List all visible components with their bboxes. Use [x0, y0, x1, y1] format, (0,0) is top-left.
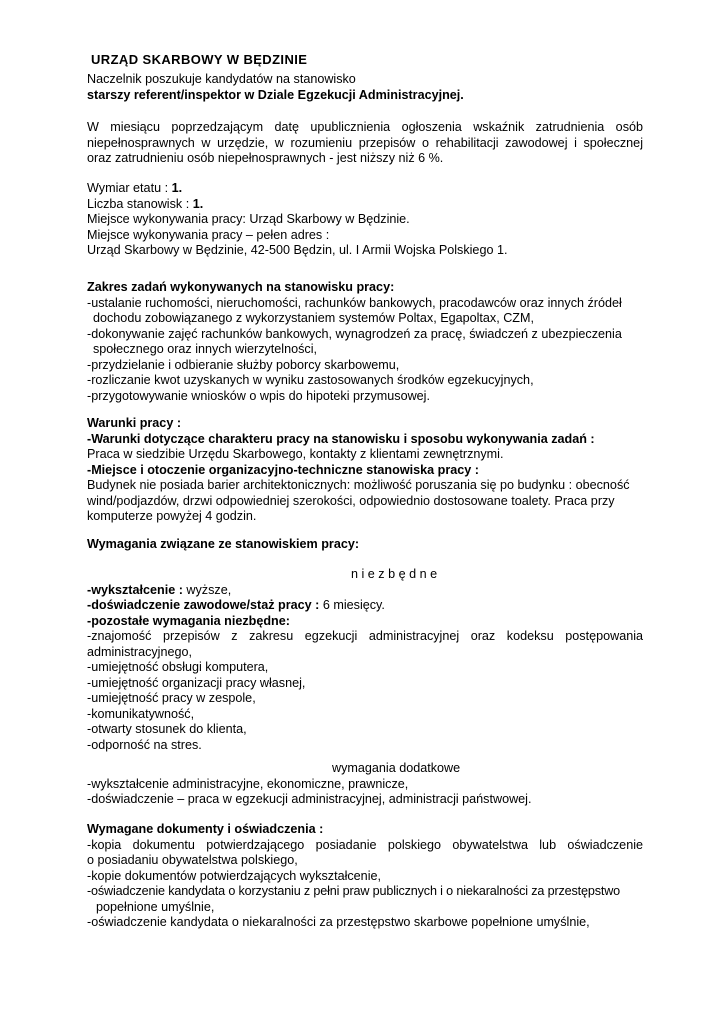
requirements-heading: Wymagania związane ze stanowiskiem pracy: — [87, 537, 360, 551]
conditions-section — [87, 416, 643, 525]
conditions-subheading: -Miejsce i otoczenie organizacyjno-techniczne stanowiska pracy : — [87, 462, 479, 477]
duty-item: -przydzielanie i odbieranie służby poborcy skarbowemu, — [87, 357, 400, 372]
note-line: W miesiącu poprzedzającym datę upublicznienia ogłoszenia wskaźnik zatrudnienia osób — [87, 120, 643, 134]
requirement-item: -znajomość przepisów z zakresu egzekucji administracyjnej oraz kodeksu postępowania — [87, 629, 643, 643]
requirements-section — [87, 537, 643, 553]
etat-label: Wymiar etatu : — [87, 181, 172, 195]
stanowiska-row — [87, 197, 643, 213]
duty-item: -ustalanie ruchomości, nieruchomości, rachunków bankowych, pracodawców oraz innych źródeł — [87, 295, 622, 310]
requirement-item: -umiejętność pracy w zespole, — [87, 691, 256, 705]
position-title: starszy referent/inspektor w Dziale Egzekucji Administracyjnej. — [87, 87, 464, 102]
additional-item: -wykształcenie administracyjne, ekonomiczne, prawnicze, — [87, 776, 409, 791]
etat-row — [87, 181, 643, 197]
other-requirements-label: -pozostałe wymagania niezbędne: — [87, 613, 290, 628]
additional-label: wymagania dodatkowe — [332, 761, 461, 775]
duty-item: społecznego oraz innych wierzytelności, — [93, 342, 318, 356]
intro-section — [87, 72, 643, 103]
education-label: -wykształcenie : — [87, 582, 187, 597]
requirement-item: -umiejętność obsługi komputera, — [87, 660, 269, 674]
employment-note — [87, 120, 643, 167]
etat-value: 1. — [171, 181, 183, 195]
education-row — [87, 583, 643, 599]
duties-section — [87, 280, 643, 404]
conditions-subheading: -Warunki dotyczące charakteru pracy na stanowisku i sposobu wykonywania zadań : — [87, 431, 595, 446]
stanowiska-label: Liczba stanowisk : — [87, 196, 193, 211]
document-item: -kopie dokumentów potwierdzających wykształcenie, — [87, 868, 381, 883]
requirement-item: -odporność na stres. — [87, 737, 202, 752]
address-line: Urząd Skarbowy w Będzinie, 42-500 Będzin, ul. I Armii Wojska Polskiego 1. — [87, 243, 508, 257]
document-title: URZĄD SKARBOWY W BĘDZINIE — [91, 52, 308, 67]
duty-item: dochodu zobowiązanego z wykorzystaniem systemów Poltax, Egapoltax, CZM, — [93, 311, 534, 325]
note-line: niepełnosprawnych w urzędzie, w rozumieniu przepisów o rehabilitacji zawodowej i społecznej — [87, 135, 643, 150]
experience-value: 6 miesięcy. — [322, 598, 385, 612]
details-section — [87, 181, 643, 259]
experience-row — [87, 598, 643, 614]
document-item: -oświadczenie kandydata o korzystaniu z pełni praw publicznych i o niekaralności za przestępstwo — [87, 884, 621, 898]
additional-item: -doświadczenie – praca w egzekucji administracyjnej, administracji państwowej. — [87, 792, 532, 806]
requirement-item: -komunikatywność, — [87, 706, 195, 721]
conditions-heading: Warunki pracy : — [87, 416, 182, 430]
required-subsection — [87, 567, 643, 753]
requirement-item: -umiejętność organizacji pracy własnej, — [87, 675, 306, 690]
workplace-line: Miejsce wykonywania pracy: Urząd Skarbowy w Będzinie. — [87, 212, 410, 226]
document-item: -kopia dokumentu potwierdzającego posiadanie polskiego obywatelstwa lub oświadczenie — [87, 837, 643, 852]
stanowiska-value: 1. — [192, 196, 204, 211]
requirement-item: -otwarty stosunek do klienta, — [87, 722, 247, 736]
education-value: wyższe, — [186, 582, 232, 597]
document-item: -oświadczenie kandydata o niekaralności za przestępstwo skarbowe popełnione umyślnie, — [87, 915, 590, 929]
additional-subsection — [87, 761, 643, 808]
documents-section — [87, 822, 643, 931]
duty-item: -przygotowywanie wniosków o wpis do hipoteki przymusowej. — [87, 388, 430, 403]
document-item: o posiadaniu obywatelstwa polskiego, — [87, 853, 298, 867]
required-label: n i e z b ę d n e — [351, 567, 438, 581]
experience-label: -doświadczenie zawodowe/staż pracy : — [87, 598, 323, 612]
conditions-text: Budynek nie posiada barier architektonicznych: możliwość poruszania się po budynku : obecność — [87, 478, 630, 492]
conditions-text: komputerze powyżej 4 godzin. — [87, 509, 257, 523]
conditions-text: Praca w siedzibie Urzędu Skarbowego, kontakty z klientami zewnętrznymi. — [87, 447, 504, 461]
duties-heading: Zakres zadań wykonywanych na stanowisku pracy: — [87, 280, 395, 294]
address-label: Miejsce wykonywania pracy – pełen adres : — [87, 227, 330, 242]
intro-line: Naczelnik poszukuje kandydatów na stanowisko — [87, 72, 356, 86]
requirement-item: administracyjnego, — [87, 644, 192, 659]
duty-item: -dokonywanie zajęć rachunków bankowych, wynagrodzeń za pracę, świadczeń z ubezpieczenia — [87, 326, 622, 341]
duty-item: -rozliczanie kwot uzyskanych w wyniku zastosowanych środków egzekucyjnych, — [87, 373, 534, 387]
documents-heading: Wymagane dokumenty i oświadczenia : — [87, 822, 324, 836]
conditions-text: wind/podjazdów, drzwi odpowiedniej szerokości, odpowiednio dostosowane toalety. Praca przy — [87, 493, 615, 508]
document-item: popełnione umyślnie, — [96, 899, 215, 914]
note-line: oraz zatrudnieniu osób niepełnosprawnych - jest niższy niż 6 %. — [87, 151, 444, 165]
